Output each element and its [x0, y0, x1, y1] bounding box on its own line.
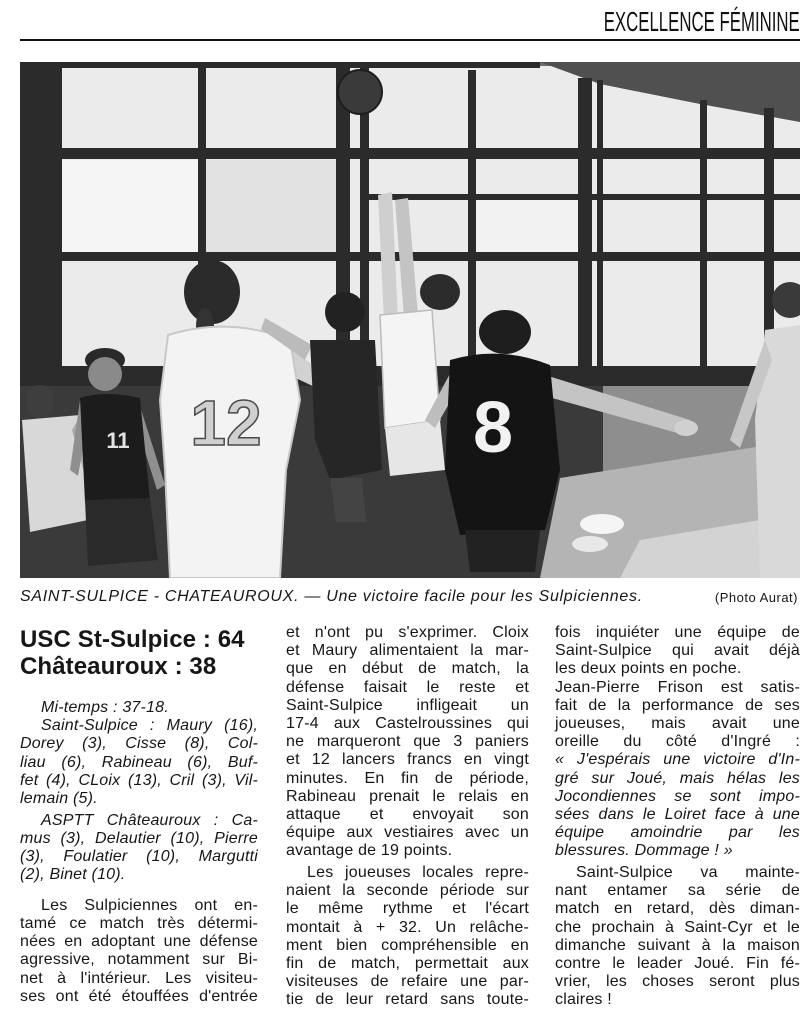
text-line: tie de leur retard sans toute- [286, 991, 529, 1009]
section-title: EXCELLENCE FÉMININE [603, 6, 800, 37]
text-line: Saint-Sulpice : Maury (16), [41, 717, 258, 735]
text-line: claires ! [555, 991, 612, 1009]
text-line: le même rythme et l'écart [286, 900, 529, 918]
text-line: liau (6), Rabineau (6), Buf- [20, 753, 258, 771]
text-line: avantage de 19 points. [286, 842, 453, 860]
text-line: net à l'intérieur. Les visiteu- [20, 969, 258, 987]
text-line: minutes. En fin de période, [286, 769, 529, 787]
text-line: équipe amoindrie par les [555, 824, 800, 842]
article-paragraph [555, 679, 800, 752]
text-line: Jean-Pierre Frison est satis- [555, 678, 800, 696]
text-line: Rabineau prenait le relais en [286, 787, 529, 805]
text-line: « J'espérais une victoire d'In- [555, 751, 800, 769]
text-line: Les joueuses locales repre- [307, 863, 529, 881]
jersey-number-12: 12 [190, 387, 262, 459]
text-line: ses ont été étouffées d'entrée [20, 987, 258, 1005]
text-line: gré sur Joué, mais hélas les [555, 769, 800, 787]
text-line: défense faisait le reste et [286, 678, 529, 696]
text-line: tamé ce match très détermi- [20, 915, 258, 933]
text-line: Mi-temps : 37-18. [41, 699, 169, 716]
article-paragraph [555, 864, 800, 1010]
text-line: nant entamer sa série de [555, 882, 800, 900]
text-line: Saint-Sulpice infligeait un [286, 696, 529, 714]
text-line: les deux points en poche. [555, 660, 742, 678]
text-line: match en retard, dès diman- [555, 900, 800, 918]
text-line: et 12 lancers francs en vingt [286, 751, 529, 769]
text-line: ASPTT Châteauroux : Ca- [41, 811, 258, 829]
jersey-number-11: 11 [106, 428, 130, 453]
article-column-1 [20, 626, 258, 1006]
text-line: fait de la performance de ses [555, 696, 800, 714]
text-line: naient la seconde période sur [286, 882, 529, 900]
text-line: lemain (5). [20, 789, 98, 807]
text-line: nées en adoptant une défense [20, 933, 258, 951]
photo-credit: (Photo Aurat) [714, 590, 798, 605]
text-line: fois inquiéter une équipe de [555, 624, 800, 641]
text-line: mus (3), Delautier (10), Pierre [20, 829, 258, 847]
text-line: Saint-Sulpice qui avait déjà [555, 642, 800, 660]
text-line: ne marqueront que 3 paniers [286, 733, 529, 751]
article-column-2 [286, 624, 529, 1009]
lineup-chateauroux [20, 812, 258, 885]
basketball [338, 70, 382, 114]
coach-quote [555, 751, 800, 860]
headline-line-1: USC St-Sulpice : 64 [20, 626, 245, 653]
text-line: visiteuses de refaire une par- [286, 973, 529, 991]
text-line: et Maury alimentaient la mar- [286, 642, 529, 660]
text-line: attaque et envoyait son [286, 805, 529, 823]
text-line: agressive, notamment sur Bi- [20, 951, 258, 969]
text-line: sées dans le Loiret face à une [555, 805, 800, 823]
article-paragraph [20, 897, 258, 1006]
text-line: vrier, les choses seront plus [555, 973, 800, 991]
text-line: joueuses, mais avait une [555, 714, 800, 732]
article-paragraph [555, 624, 800, 679]
text-line: (3), Foulatier (10), Margutti [20, 848, 258, 865]
text-line: fet (4), CLoix (13), Cril (3), Vil- [20, 771, 258, 789]
text-line: équipe aux vestiaires avec un [286, 824, 529, 842]
lineup-saint-sulpice [20, 717, 258, 808]
article-paragraph [286, 624, 529, 860]
text-line: dimanche suivant à la maison [555, 936, 800, 954]
basketball-game-photo [20, 62, 800, 578]
text-line: Jocondiennes se sont impo- [555, 787, 800, 805]
headline-line-2: Châteauroux : 38 [20, 653, 217, 680]
jersey-number-8: 8 [472, 388, 514, 468]
text-line: et n'ont pu s'exprimer. Cloix [286, 624, 529, 641]
text-line: blessures. Dommage ! » [555, 842, 733, 860]
article-column-3 [555, 624, 800, 1009]
text-line: montait à + 32. Un relâche- [286, 918, 529, 936]
text-line: che prochain à Saint-Cyr et le [555, 918, 800, 936]
photo-caption: SAINT-SULPICE - CHATEAUROUX. — Une victoire facile pour les Sulpiciennes. [20, 588, 643, 605]
text-line: que en début de match, la [286, 660, 529, 678]
text-line: Dorey (3), Cisse (8), Col- [20, 735, 258, 753]
text-line: fin de match, permettait aux [286, 954, 529, 972]
text-line: Les Sulpiciennes ont en- [41, 896, 258, 914]
halftime-score [20, 699, 258, 717]
text-line: Saint-Sulpice va mainte- [576, 863, 800, 881]
article-paragraph [286, 864, 529, 1010]
text-line: oreille du côté d'Ingré : [555, 733, 800, 751]
header-rule [20, 39, 800, 41]
text-line: 17-4 aux Castelroussines qui [286, 714, 529, 732]
text-line: (2), Binet (10). [20, 866, 126, 884]
text-line: contre le leader Joué. Fin fé- [555, 954, 800, 972]
text-line: ment bien compréhensible en [286, 936, 529, 954]
